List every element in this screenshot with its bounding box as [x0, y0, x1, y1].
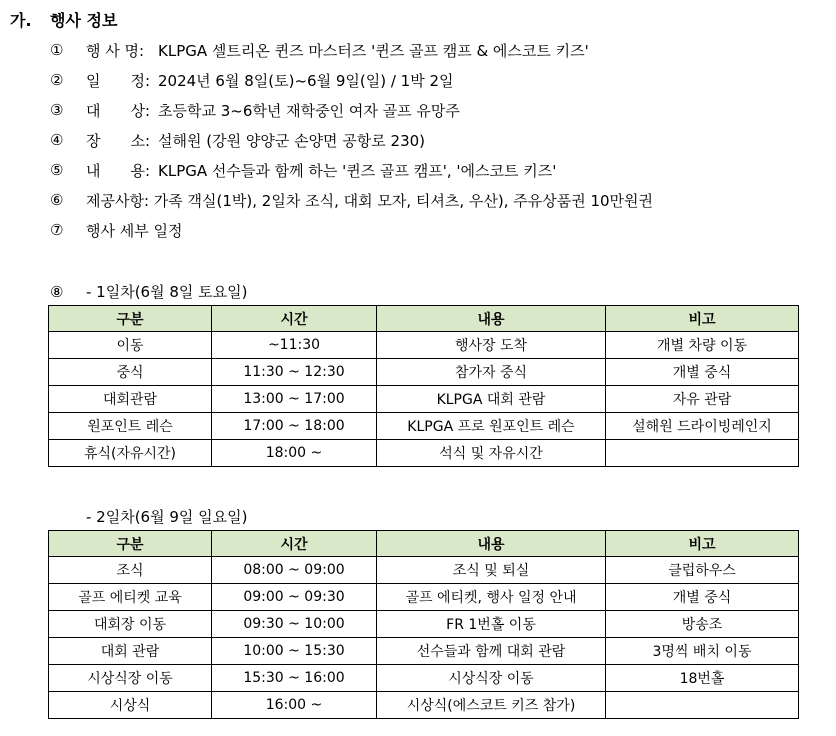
column-header: 구분 [49, 531, 212, 557]
table-cell [606, 692, 799, 719]
table-header-row [49, 531, 799, 557]
item-number: ⑥ [50, 191, 64, 209]
table-cell: 3명씩 배치 이동 [606, 638, 799, 665]
day1-schedule-table [48, 305, 799, 467]
table-cell: KLPGA 대회 관람 [377, 386, 606, 413]
info-value: 가족 객실(1박), 2일차 조식, 대회 모자, 티셔츠, 우산), 주유상품권 10만원권 [153, 191, 654, 210]
table-header-row [49, 306, 799, 332]
table-row [49, 413, 799, 440]
info-value: KLPGA 선수들과 함께 하는 '퀸즈 골프 캠프', '에스코트 키즈' [158, 161, 557, 180]
table-cell: 18:00 ~ [212, 440, 377, 467]
table-cell: 선수들과 함께 대회 관람 [377, 638, 606, 665]
table-cell: 시상식 [49, 692, 212, 719]
info-detail-schedule [50, 219, 182, 241]
section-heading [10, 8, 117, 31]
table-cell: 대회관람 [49, 386, 212, 413]
column-header: 내용 [377, 306, 606, 332]
table-cell: 시상식장 이동 [49, 665, 212, 692]
info-schedule [50, 69, 453, 91]
section-title: 행사 정보 [50, 11, 118, 30]
table-row [49, 386, 799, 413]
info-value: KLPGA 셀트리온 퀸즈 마스터즈 '퀸즈 골프 캠프 & 에스코트 키즈' [158, 41, 589, 60]
table-cell: 대회 관람 [49, 638, 212, 665]
item-number: ⑤ [50, 161, 64, 179]
info-location [50, 129, 425, 151]
item-number: ③ [50, 101, 64, 119]
item-number: ① [50, 41, 64, 59]
info-value: 초등학교 3~6학년 재학중인 여자 골프 유망주 [158, 101, 460, 120]
table-cell: 08:00 ~ 09:00 [212, 557, 377, 584]
table-row [49, 440, 799, 467]
table-cell: 18번홀 [606, 665, 799, 692]
table-row [49, 692, 799, 719]
info-value: 2024년 6월 8일(토)~6월 9일(일) / 1박 2일 [158, 71, 454, 90]
table-cell: 대회장 이동 [49, 611, 212, 638]
info-provided [50, 189, 653, 211]
table-cell: 휴식(자유시간) [49, 440, 212, 467]
info-label: 일 정: [86, 71, 151, 90]
day1-title: - 1일차(6월 8일 토요일) [86, 283, 248, 301]
info-label: 장 소: [86, 131, 151, 150]
table-cell: 09:00 ~ 09:30 [212, 584, 377, 611]
table-cell: 16:00 ~ [212, 692, 377, 719]
table-cell: 골프 에티켓 교육 [49, 584, 212, 611]
table-cell: 15:30 ~ 16:00 [212, 665, 377, 692]
table-cell: 10:00 ~ 15:30 [212, 638, 377, 665]
table-cell: 13:00 ~ 17:00 [212, 386, 377, 413]
info-label: 행 사 명: [86, 41, 145, 60]
table-row [49, 584, 799, 611]
day2-title: - 2일차(6월 9일 일요일) [86, 508, 248, 526]
table-cell: 시상식(에스코트 키즈 참가) [377, 692, 606, 719]
table-cell: 클럽하우스 [606, 557, 799, 584]
info-value: 설해원 (강원 양양군 손양면 공항로 230) [158, 131, 426, 150]
info-content [50, 159, 556, 181]
item-number: ⑧ [50, 283, 64, 301]
column-header: 시간 [212, 531, 377, 557]
table-cell: FR 1번홀 이동 [377, 611, 606, 638]
column-header: 내용 [377, 531, 606, 557]
table-cell: 중식 [49, 359, 212, 386]
day1-heading [50, 281, 247, 302]
table-row [49, 665, 799, 692]
table-cell [606, 440, 799, 467]
table-cell: 개별 중식 [606, 584, 799, 611]
table-row [49, 332, 799, 359]
day2-schedule-table [48, 530, 799, 719]
info-target [50, 99, 460, 121]
table-cell: 시상식장 이동 [377, 665, 606, 692]
table-cell: 09:30 ~ 10:00 [212, 611, 377, 638]
table-cell: 17:00 ~ 18:00 [212, 413, 377, 440]
section-marker: 가. [10, 11, 32, 30]
table-cell: 행사장 도착 [377, 332, 606, 359]
column-header: 구분 [49, 306, 212, 332]
info-label: 제공사항: [86, 191, 150, 210]
table-cell: 방송조 [606, 611, 799, 638]
item-number: ④ [50, 131, 64, 149]
table-cell: 조식 및 퇴실 [377, 557, 606, 584]
info-value: 행사 세부 일정 [86, 221, 183, 240]
table-row [49, 359, 799, 386]
info-event-name [50, 39, 589, 61]
table-cell: KLPGA 프로 원포인트 레슨 [377, 413, 606, 440]
table-cell: 설해원 드라이빙레인지 [606, 413, 799, 440]
table-cell: 11:30 ~ 12:30 [212, 359, 377, 386]
table-cell: 석식 및 자유시간 [377, 440, 606, 467]
item-number: ② [50, 71, 64, 89]
column-header: 비고 [606, 306, 799, 332]
info-label: 대 상: [86, 101, 151, 120]
table-cell: 이동 [49, 332, 212, 359]
table-cell: ~11:30 [212, 332, 377, 359]
day2-heading [86, 506, 247, 527]
table-cell: 골프 에티켓, 행사 일정 안내 [377, 584, 606, 611]
column-header: 시간 [212, 306, 377, 332]
table-row [49, 638, 799, 665]
table-cell: 원포인트 레슨 [49, 413, 212, 440]
item-number: ⑦ [50, 221, 64, 239]
info-label: 내 용: [86, 161, 151, 180]
table-row [49, 557, 799, 584]
table-cell: 개별 중식 [606, 359, 799, 386]
table-cell: 자유 관람 [606, 386, 799, 413]
table-cell: 참가자 중식 [377, 359, 606, 386]
table-cell: 조식 [49, 557, 212, 584]
table-cell: 개별 차량 이동 [606, 332, 799, 359]
table-row [49, 611, 799, 638]
column-header: 비고 [606, 531, 799, 557]
